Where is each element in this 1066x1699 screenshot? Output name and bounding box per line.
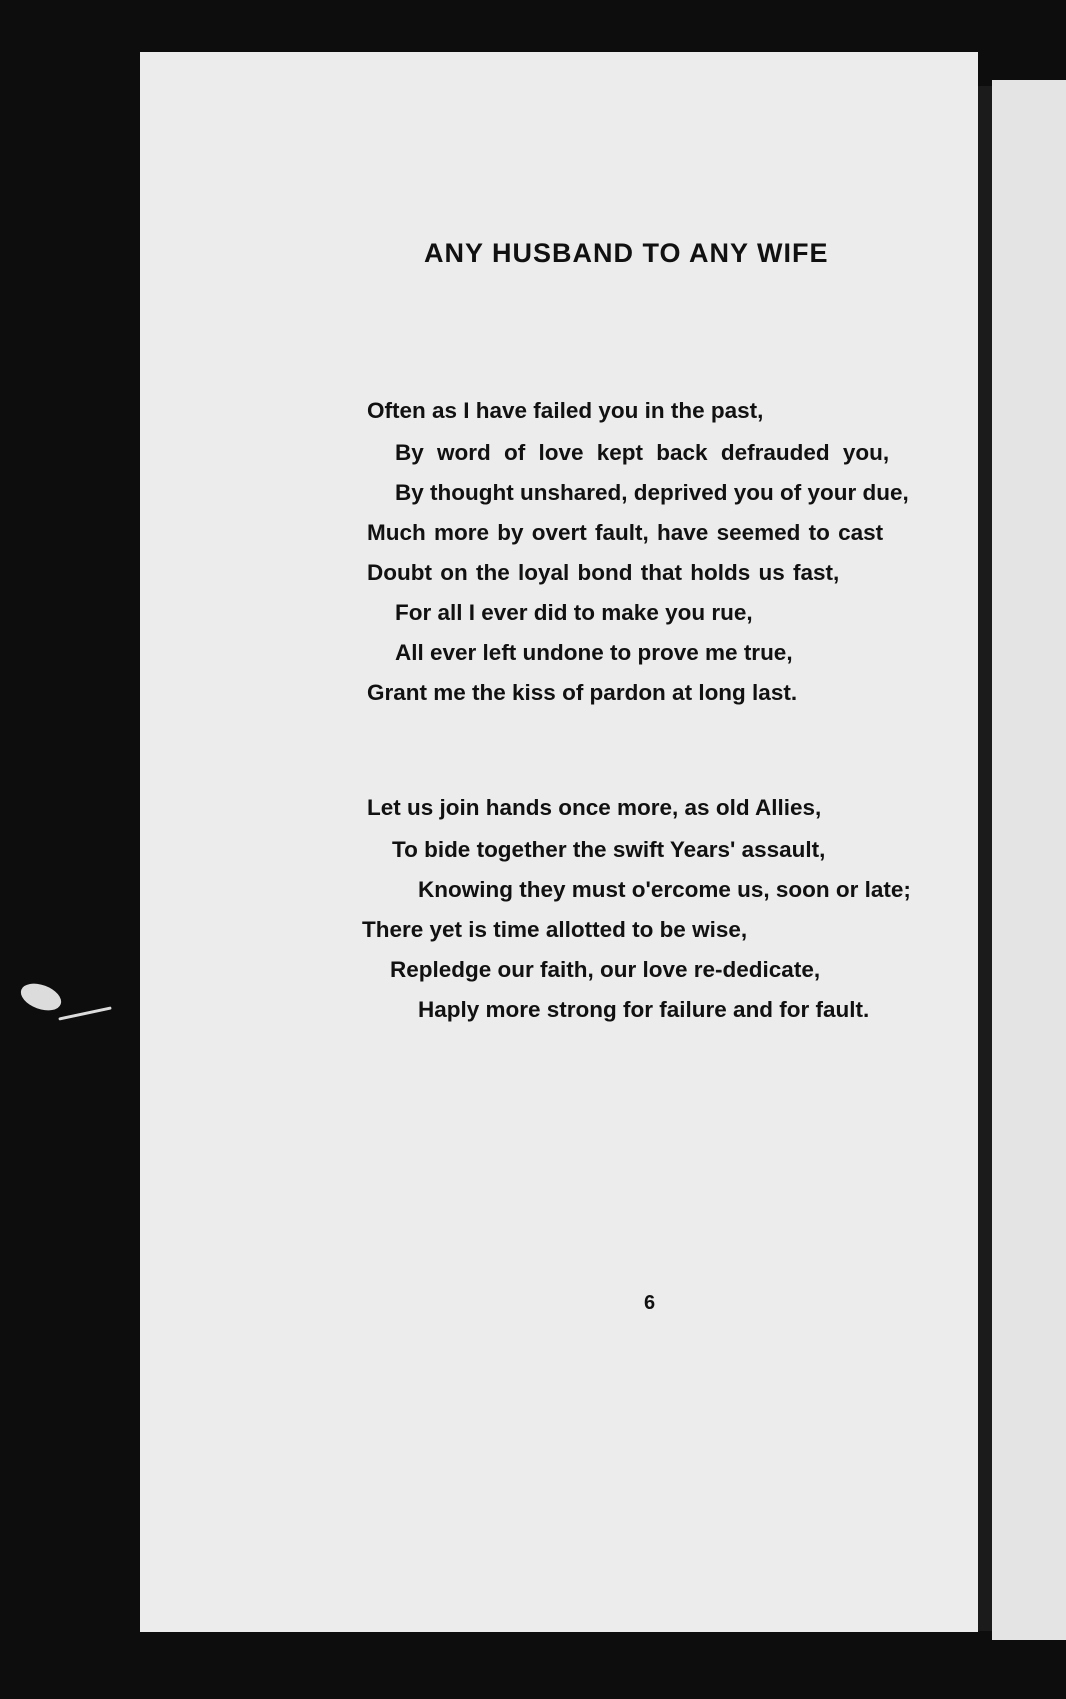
poem-title: ANY HUSBAND TO ANY WIFE — [424, 238, 829, 268]
poem-line: Haply more strong for failure and for fault. — [418, 997, 870, 1022]
poem-line: Doubt on the loyal bond that holds us fast, — [367, 560, 840, 585]
scan-speck — [17, 979, 65, 1016]
facing-page-edge — [992, 80, 1066, 1640]
poem-line: Repledge our faith, our love re-dedicate, — [390, 957, 821, 982]
page-number: 6 — [644, 1292, 656, 1314]
poem-line: Much more by overt fault, have seemed to cast — [367, 520, 884, 545]
scan-speck — [58, 1006, 111, 1020]
poem-line: Let us join hands once more, as old Allies, — [367, 795, 822, 820]
poem-line: For all I ever did to make you rue, — [395, 600, 753, 625]
poem-line: By thought unshared, deprived you of your due, — [395, 480, 909, 505]
book-spine — [978, 86, 992, 1631]
poem-line: To bide together the swift Years' assault, — [392, 837, 826, 862]
poem-line: There yet is time allotted to be wise, — [362, 917, 748, 942]
poem-line: By word of love kept back defrauded you, — [395, 440, 890, 465]
poem-line: Grant me the kiss of pardon at long last. — [367, 680, 798, 705]
poem-line: All ever left undone to prove me true, — [395, 640, 793, 665]
poem-line: Knowing they must o'ercome us, soon or late; — [418, 877, 911, 902]
poem-line: Often as I have failed you in the past, — [367, 398, 764, 423]
